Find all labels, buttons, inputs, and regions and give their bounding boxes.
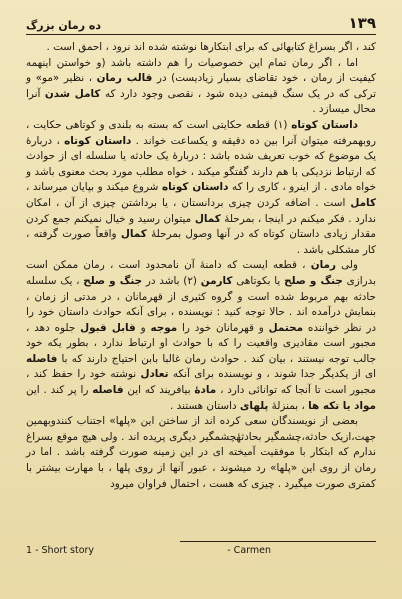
text-line: (۲) باشد <box>159 274 197 287</box>
text-line: کوتاهی حکایت ، روبهمرفته میتوان آنرا بین ده دقیقه و یکساعت <box>26 118 376 147</box>
bold-term: جنگ و صلح <box>284 274 343 287</box>
text-line: بپایان میرساند ، <box>26 181 94 194</box>
text-line: جلوه دهد ، <box>26 321 76 334</box>
bold-term: موجه <box>150 321 178 334</box>
bold-term: داستان کوتاه <box>291 118 358 131</box>
header-rule <box>26 34 376 35</box>
text-line: ای از یکدیگر جدا شوند ، <box>266 368 376 381</box>
text-line: و <box>140 321 146 334</box>
bold-term: قابل قبول <box>80 321 136 334</box>
text-line: خواند . <box>135 134 167 147</box>
text-line: خواه مادی . از اینرو ، کاری را که <box>232 181 376 194</box>
text-line: این «پلها» رد میشوند ، عبور آنها از روی پلها ، با مهارت بیشتر با <box>26 462 316 475</box>
text-line: اجتناب کنندوبهمین جهت،ازیک حادثه،چشمگیر بحادثهٔچشمگیر دیگری <box>26 415 376 443</box>
text-line: کمتری صورت میگیرد . چیزی که هست ، احتمال فراوان میرود <box>110 477 376 490</box>
text-line: میتوان رسید و خیال نمیکنم جمع کردن مقدار زیادی داستان <box>26 212 376 241</box>
text-line: بابن احتیاج دارند که با <box>61 352 159 365</box>
text-line: ، دربارهٔ یک موضوع که خوب تعریف شده <box>26 134 376 163</box>
bold-term: محتمل <box>268 321 304 334</box>
bold-term: کارمن <box>200 274 233 287</box>
page-number: ۱۳۹ <box>348 14 376 32</box>
text-line: و نویسنده برای آنکه <box>172 368 263 381</box>
text-line: پریده اند . ولی هیچ موقع بسراغ ندارم که ابتکار با موفقیت <box>26 430 376 459</box>
text-line: رمان ممکن است بدرازی <box>26 259 377 287</box>
bold-term: جنگ و صلح <box>83 274 143 287</box>
footnotes <box>26 545 376 556</box>
bold-term: کمال <box>120 228 147 241</box>
bold-term: فاصله <box>92 384 124 397</box>
text-line: است . اضافه کردن چیزی بردانستان ، یا <box>161 196 346 209</box>
text-line: احمق است . <box>46 41 103 53</box>
footnote-rule <box>180 541 376 542</box>
text-line: و قهرمانان خود را <box>182 321 264 334</box>
text-line: ، یک سلسله حادثه بهم مربوط شده است و گروه <box>26 274 376 303</box>
text-line: بطور یکه خود جالب توجه نیستند ، بیان کند . حوادث رمان غالبا <box>26 337 376 365</box>
page-body <box>26 40 376 492</box>
text-line: یا بکوتاهی <box>236 274 281 287</box>
bold-term: کامل شدن <box>44 87 101 100</box>
text-line: مشکلی باشد . <box>296 243 360 256</box>
bold-term: فاصله <box>26 352 58 365</box>
bold-term: مواد یا تکه ها <box>308 399 376 412</box>
text-line: ولی <box>341 259 358 272</box>
bold-term: کامل <box>350 196 376 209</box>
text-line: این <box>26 384 40 397</box>
text-line: (۱) قطعه حکایتی است که بسته به بلندی و <box>99 118 288 131</box>
bold-term: داستان کوتاه <box>161 181 229 194</box>
text-line: برداشتن چیزی از آن ، امکان ندارد . فکر میکنم در اینجا ، بمرحلهٔ <box>26 196 376 225</box>
paragraph-5 <box>26 414 376 492</box>
text-line: داستان هستند . <box>170 399 237 412</box>
text-line: بیافریند که این <box>127 384 191 397</box>
text-line: کوتاه که در آنها وصول بمرحلهٔ <box>151 228 285 241</box>
bold-term: پلهای <box>239 399 269 412</box>
text-line: بعضی از نویسندگان سعی کرده اند از ساختن این «پلها» <box>109 415 358 428</box>
page-header <box>26 10 376 32</box>
paragraph-2 <box>26 56 376 118</box>
bold-term: مادهٔ <box>194 384 217 397</box>
text-line: نقصی وجود دارد که <box>104 87 194 100</box>
text-line: خواننده <box>307 321 340 334</box>
bold-term: تعادل <box>140 368 169 381</box>
bold-term: داستان کوتاه <box>64 134 132 147</box>
text-line: ، قطعه ایست که دامنهٔ آن نامحدود است ، <box>109 259 306 272</box>
text-line: کثیری از قهرمانان ، در مدتی از زمان ، بنمایش درآمده اند . حالا <box>26 290 376 319</box>
text-line: ، بمنزلهٔ <box>271 399 305 412</box>
text-line: را پر کند . <box>43 384 89 397</box>
text-line: شروع میکند و <box>97 181 159 194</box>
bold-term: کمال <box>194 212 221 225</box>
bold-term: قالب رمان <box>96 72 153 85</box>
text-line: ، نظیر «مو» و ترکی که در یک سنگ قیمتی دیده شود ، <box>26 72 376 100</box>
text-line: نوشته خود را حفظ کند ، مجبور است <box>26 368 376 397</box>
text-line: در <box>145 274 156 287</box>
text-line: آنرا محال میسازد . <box>26 87 376 116</box>
text-line: مجبور است مقادیری واقعیت را که با حوادث او ارتباط ندارد ، <box>93 337 376 350</box>
text-line: باشد : دربارهٔ یک حادثه یا سلسله ای از حوادث که ارتباط نزدیکی <box>26 150 377 178</box>
bold-term: رمان <box>310 259 336 272</box>
text-line: تا آنجا که توانائی دارد ، <box>220 384 321 397</box>
paragraph-3 <box>26 118 376 258</box>
text-line: کند ، اگر بسراغ کتابهائی که برای ابتکارها نوشته شده اند نرود ، <box>105 41 376 53</box>
text-line: خواستن اینهمه کیفیت از رمان ، خود تقاضای بسیار زیادیست) در <box>26 56 376 85</box>
text-line: با هم دارند گفتگو میکند ، خواه مطلب مورد بحث معنوی باشد و <box>26 165 298 178</box>
paragraph-4 <box>26 258 376 414</box>
paragraph-1 <box>26 40 376 56</box>
text-line: آمیخته ای در این زمینه صورت گرفته باشد . اما در رمان از روی <box>26 446 376 475</box>
text-line: توجه کنید : نویسنده ، برای آنکه حوادث داستان خود را در نظر <box>26 306 376 334</box>
footnote-2: - Carmen <box>227 545 271 556</box>
text-line: اما ، اگر رمان تمام این خصوصیات را هم داشته باشد (و <box>96 56 358 69</box>
running-title: ده رمان بزرگ <box>26 19 102 32</box>
text-line: واقعاً صورت گرفته ، کار <box>26 228 376 256</box>
footnote-1: 1 - Short story <box>26 545 95 556</box>
